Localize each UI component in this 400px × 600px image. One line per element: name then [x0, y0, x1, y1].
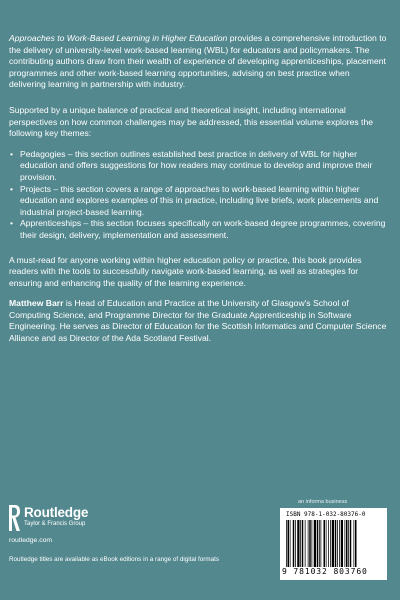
barcode-bar	[305, 520, 306, 567]
barcode-bar	[317, 520, 319, 567]
theme-item-apprenticeships: • Apprenticeships – this section focuses specifically on work-based degree programmes, covering their design, delivery, implementation and assessment.	[9, 218, 387, 241]
barcode-bar	[354, 520, 355, 567]
barcode-bar	[324, 520, 326, 567]
barcode-bar	[339, 520, 340, 567]
barcode-bar	[312, 520, 313, 567]
barcode-bar	[337, 520, 338, 567]
informa-tagline: an informa business	[298, 499, 348, 505]
barcode-bar	[297, 520, 299, 567]
barcode-bar	[355, 520, 357, 567]
barcode-bar	[332, 520, 334, 567]
book-title: Approaches to Work-Based Learning in Higher Education	[9, 33, 228, 43]
barcode-bars	[286, 520, 381, 567]
back-cover-text	[9, 33, 387, 358]
author-name: Matthew Barr	[9, 298, 64, 309]
barcode-digits: 9 781032 803760	[282, 567, 368, 576]
ebook-note: Routledge titles are available as eBook editions in a range of digital formats	[9, 556, 220, 563]
isbn-label: ISBN 978-1-032-80376-0	[286, 511, 366, 518]
author-paragraph	[9, 298, 387, 344]
intro-paragraph	[9, 33, 387, 91]
publisher-logo-text	[24, 506, 88, 528]
barcode-bar	[350, 520, 352, 567]
barcode-bar	[346, 520, 348, 567]
barcode-bar	[286, 520, 287, 567]
barcode-bar	[314, 520, 316, 567]
routledge-r-logo-icon	[9, 505, 20, 531]
publisher-group: Taylor & Francis Group	[24, 521, 86, 527]
publisher-name: Routledge	[24, 505, 89, 520]
barcode-bar	[335, 520, 337, 567]
intro-text: provides a comprehensive introduction to the delivery of university-level work-based learning (WBL) for educators and policymakers. The contributing authors draw from their wealth of experience of developing apprenticeships, placement programmes and other work-based learning opportunities, advising on best practice when delivering learning in partnership with industry.	[9, 33, 387, 90]
barcode-bar	[341, 520, 343, 567]
theme-item-projects: • Projects – this section covers a range of approaches to work-based learning within higher education and explores examples of this in practice, including live briefs, work placements and industrial project-based learning.	[9, 184, 387, 219]
barcode-bar	[290, 520, 291, 567]
publisher-website[interactable]: routledge.com	[9, 537, 53, 544]
barcode-bar	[330, 520, 331, 567]
barcode-panel	[280, 508, 387, 580]
barcode-bar	[309, 520, 311, 567]
must-read-paragraph: A must-read for anyone working within higher education policy or practice, this book provides readers with the tools to successfully navigate work-based learning, as well as strategies for ensuring and enhancing the quality of the learning experience.	[9, 254, 362, 288]
author-bio: is Head of Education and Practice at the University of Glasgow's School of Computing Science, and Programme Director for the Graduate Apprenticeship in Software Engineering. He serves as Director of Education for the Scottish Informatics and Computer Science Alliance and as Director of the Ada Scotland Festival.	[9, 298, 387, 344]
support-paragraph: Supported by a unique balance of practical and theoretical insight, including international perspectives on how common challenges may be addressed, this essential volume explores the following key themes:	[9, 104, 373, 139]
barcode-bar	[345, 520, 346, 567]
barcode-bar	[348, 520, 349, 567]
barcode-bar	[326, 520, 327, 567]
barcode-bar	[328, 520, 329, 567]
barcode-bar	[308, 520, 309, 567]
barcode-bar	[319, 520, 320, 567]
barcode-bar	[293, 520, 295, 567]
barcode-bar	[302, 520, 304, 567]
barcode-bar	[321, 520, 322, 567]
barcode-bar	[295, 520, 296, 567]
themes-list	[9, 149, 387, 242]
barcode-bar	[300, 520, 301, 567]
theme-item-pedagogies: • Pedagogies – this section outlines established best practice in delivery of WBL for higher education and offers suggestions for how readers may continue to develop and improve their provision.	[9, 149, 387, 184]
barcode-bar	[288, 520, 290, 567]
